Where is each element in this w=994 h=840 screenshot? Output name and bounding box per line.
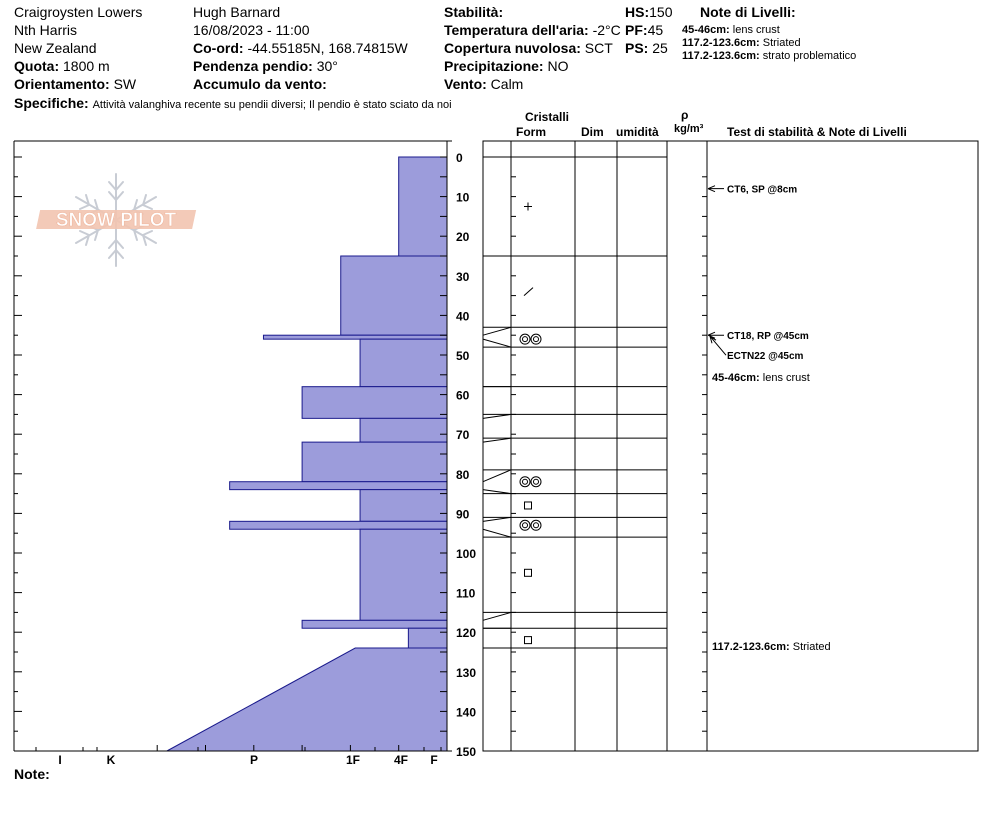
- depth-tick-label: 100: [456, 547, 477, 561]
- grain-melt-freeze-icon: [520, 334, 541, 344]
- layer-note-text: lens crust: [732, 24, 780, 36]
- logo-text: SNOW PILOT: [55, 210, 177, 231]
- coord-value: -44.55185N, 168.74815W: [247, 40, 408, 56]
- layer-note-range: 117.2-123.6cm:: [682, 50, 760, 62]
- hardness-layer: [230, 482, 447, 490]
- layer-note-annotation: [712, 372, 810, 384]
- snowflake-logo-icon: [36, 174, 196, 266]
- layer-notes-title: Note di Livelli:: [700, 4, 796, 20]
- form-header: Form: [516, 125, 546, 139]
- pf-label: PF:: [625, 22, 648, 38]
- layer-note-annotation: [712, 641, 831, 653]
- layer-boundary-slant: [483, 339, 511, 347]
- layer-note-text: lens crust: [762, 371, 810, 384]
- density-unit-header: kg/m³: [674, 123, 704, 135]
- sky-label: Copertura nuvolosa:: [444, 40, 581, 56]
- grain-circle: [531, 477, 541, 487]
- depth-tick-label: 0: [456, 151, 463, 165]
- specifics-value: Attività valanghiva recente su pendii diversi; Il pendio è stato sciato da noi: [92, 99, 452, 111]
- hardness-tick-label: P: [249, 753, 259, 767]
- hardness-layer: [302, 620, 447, 628]
- layer-note-range: 45-46cm:: [712, 371, 763, 384]
- grain-circle: [531, 334, 541, 344]
- grain-melt-freeze-icon: [520, 520, 541, 530]
- depth-tick-label: 130: [456, 665, 477, 680]
- grain-circle: [531, 520, 541, 530]
- air-temp-value: -2°C: [592, 22, 621, 38]
- ps-label: PS:: [625, 40, 649, 56]
- grain-slash-icon: [524, 288, 533, 296]
- grain-circle: [520, 520, 530, 530]
- grain-circle: [520, 477, 530, 487]
- layer-boundary-slant: [483, 327, 511, 335]
- layer-boundary-slant: [483, 490, 511, 494]
- hardness-tick-label: F: [430, 753, 438, 767]
- depth-tick-label: 10: [456, 190, 470, 205]
- notes-label: Note:: [14, 766, 50, 782]
- layer-boundary-slant: [483, 529, 511, 537]
- hardness-layer: [360, 490, 447, 522]
- depth-tick-label: 20: [456, 230, 470, 245]
- stability-label: Stabilità:: [444, 4, 504, 20]
- depth-tick-label: 90: [456, 507, 470, 522]
- depth-tick-label: 50: [456, 349, 470, 363]
- hardness-layer: [360, 339, 447, 387]
- stability-test-label: ECTN22 @45cm: [727, 351, 804, 363]
- layer-note-text: Striated: [762, 37, 801, 49]
- datetime: 16/08/2023 - 11:00: [193, 22, 310, 38]
- depth-tick-label: 70: [456, 428, 470, 443]
- hardness-layer: [408, 628, 447, 648]
- hardness-layer: [302, 442, 447, 482]
- grain-circle-inner: [534, 479, 539, 484]
- layer-boundary-slant: [483, 438, 511, 442]
- hs-value: 150: [649, 4, 673, 20]
- layer-boundary-slant: [483, 517, 511, 521]
- coord-label: Co-ord:: [193, 40, 244, 56]
- country: New Zealand: [14, 40, 97, 56]
- location-name: Craigroysten Lowers: [14, 4, 143, 20]
- depth-tick-label: 60: [456, 388, 470, 403]
- hardness-layer: [360, 418, 447, 442]
- arrow-icon: [708, 186, 724, 192]
- depth-tick-label: 110: [456, 586, 476, 601]
- right-panel-border: [483, 141, 978, 751]
- layer-note-text: Striated: [792, 641, 831, 654]
- grain-circle-inner: [534, 337, 539, 342]
- layer-boundary-slant: [483, 612, 511, 620]
- hs-label: HS:: [625, 4, 650, 20]
- hardness-layer: [341, 256, 447, 335]
- precip-label: Precipitazione:: [444, 58, 544, 74]
- hardness-tick-label: I: [58, 753, 62, 767]
- hardness-tick-label: K: [106, 753, 116, 767]
- hardness-layer: [230, 521, 447, 529]
- hardness-tick-label: 4F: [393, 753, 409, 767]
- slope-value: 30°: [316, 58, 338, 74]
- tests-header: Test di stabilità & Note di Livelli: [727, 125, 907, 139]
- hardness-ramp: [167, 648, 447, 751]
- sky-value: SCT: [584, 40, 613, 56]
- hardness-layer: [399, 157, 447, 256]
- depth-tick-label: 120: [456, 626, 477, 641]
- grain-circle-inner: [534, 523, 539, 528]
- grain-circle-inner: [523, 479, 528, 484]
- crystals-header: Cristalli: [525, 110, 570, 124]
- depth-tick-label: 140: [456, 705, 477, 720]
- grain-melt-freeze-icon: [520, 477, 541, 487]
- grain-circle: [520, 334, 530, 344]
- layer-note-text: strato problematico: [762, 50, 857, 62]
- depth-tick-label: 30: [456, 269, 470, 284]
- layer-boundary-slant: [483, 414, 511, 418]
- hardness-layer: [360, 529, 447, 620]
- aspect-value: SW: [113, 76, 137, 92]
- size-header: Dim: [581, 125, 604, 139]
- grain-circle-inner: [523, 523, 528, 528]
- layer-note-range: 117.2-123.6cm:: [712, 641, 793, 654]
- specifics-label: Specifiche:: [14, 95, 89, 111]
- hardness-layer: [302, 387, 447, 419]
- precip-value: NO: [547, 58, 569, 74]
- elevation-value: 1800 m: [63, 58, 110, 74]
- grain-plus-icon: [524, 203, 532, 211]
- moisture-header: umidità: [616, 125, 659, 139]
- rho-header: ρ: [681, 108, 689, 122]
- aspect-label: Orientamento:: [14, 76, 110, 92]
- layer-note-range: 117.2-123.6cm:: [682, 37, 760, 49]
- stability-test-label: CT6, SP @8cm: [727, 184, 798, 196]
- wind-label: Vento:: [444, 76, 487, 92]
- ps-value: 25: [652, 40, 668, 56]
- depth-tick-label: 40: [456, 309, 470, 324]
- pf-value: 45: [647, 22, 664, 38]
- arrow-icon: [710, 336, 726, 355]
- slope-label: Pendenza pendio:: [193, 58, 313, 74]
- grain-facet-icon: [525, 502, 532, 509]
- depth-tick-label: 80: [456, 467, 470, 482]
- region: Nth Harris: [14, 22, 78, 38]
- layer-note-range: 45-46cm:: [682, 24, 730, 36]
- depth-tick-label: 150: [456, 745, 477, 759]
- layer-boundary-slant: [483, 470, 511, 482]
- hardness-tick-label: 1F: [345, 753, 361, 767]
- observer: Hugh Barnard: [193, 4, 281, 20]
- air-temp-label: Temperatura dell'aria:: [444, 22, 589, 38]
- grain-circle-inner: [523, 337, 528, 342]
- grain-facet-icon: [525, 569, 532, 576]
- stability-test-label: CT18, RP @45cm: [727, 331, 809, 343]
- hardness-layer: [263, 335, 447, 339]
- grain-facet-icon: [525, 637, 532, 644]
- wind-value: Calm: [490, 76, 524, 92]
- elevation-label: Quota:: [14, 58, 60, 74]
- wind-loading-label: Accumulo da vento:: [193, 76, 327, 92]
